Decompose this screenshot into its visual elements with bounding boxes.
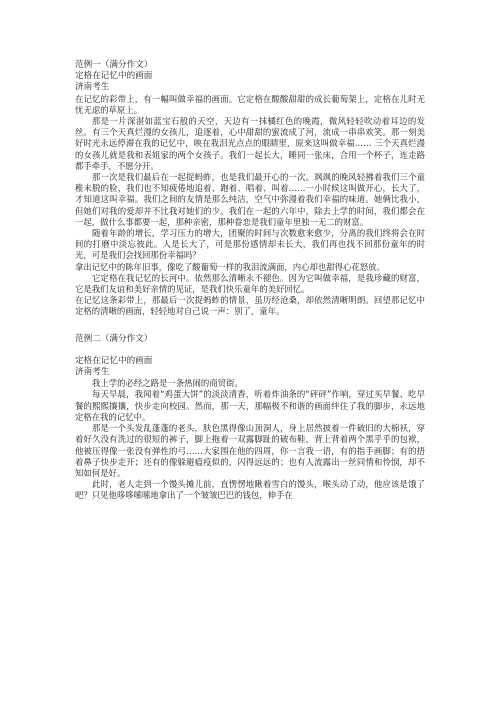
essay-1-paragraph: 那一次是我们最后在一起捉蚂蚱，也是我们最开心的一次。飒飒的晚风轻拂着我们三个童稚未脱的脸，我们也不知疲倦地追着、跑着、唱着、叫着……一小时候这叫做开心，长大了，才知道这叫幸福。我们之间的友情是那么纯洁，空气中弥漫着我们幸福的味道。她俩比我小，但她们对我的爱却并不比我对她们的少。我们在一起的六年中，除去上学的时间，我们都会在一起，做什么事都要一起，那种亲密，那种眷恋是我们童年里独一无二的财富。	[75, 172, 425, 227]
essay-1-title: 定格在记忆中的画面	[75, 71, 153, 82]
essay-2-paragraph: 每天早晨，我闻着“鸡蛋大饼”的淡淡清香，听着炸油条的“砰砰”作响，穿过买早餐、吃早餐的熙熙攘攘，快步走向校园。然而，那一天，那幅极不和谐的画面绊住了我的脚步，永远地定格在我的记忆中。	[75, 389, 425, 422]
section-spacer	[75, 318, 425, 334]
essay-body	[75, 60, 425, 502]
essay-1-author: 济南考生	[75, 82, 110, 93]
essay-1-paragraph: 那是一片深湛如蓝宝石般的天空，天边有一抹橘红色的晚霞，微风轻轻吹动着耳边的发丝。有三个天真烂漫的女孩儿，追逐着，心中甜甜的蜜流成了河，流成一串串欢笑。那一刻美好时光永远停滞在我的记忆中，映在我泪光点点的眼睛里，原来这叫做幸福…… 三个天真烂漫的女孩儿就是我和表姐家的两个女孩子。我们一起长大，睡同一张床，合用一个杯子，连走路都手牵手，不愿分开。	[75, 116, 425, 171]
essay-2-author: 济南考生	[75, 367, 110, 378]
essay-2-paragraph: 那是一个头发乱蓬蓬的老头，肤色黑得像山顶洞人，身上居然披着一件破旧的大棉袄，穿着好久没有洗过的很短的裤子，脚上拖着一双露脚趾的破布鞋，背上背着两个黑乎乎的包袱，他被压得像一张没有弹性的弓……大家围在他的四周，你一言我一语，有的指手画脚；有的捂着鼻子快步走开；还有的像躲避瘟疫似的，闪得远远的；也有人流露出一丝同情和怜悯，却不知如何是好。	[75, 423, 425, 478]
essay-1-paragraph: 拿出记忆中的陈年旧事，像吃了酸葡萄一样的我泪流满面，内心却也甜得心花怒放。	[75, 261, 385, 272]
essay-2-title: 定格在记忆中的画面	[75, 355, 153, 366]
essay-1-paragraph: 在记忆的彩带上，有一幅叫做幸福的画面。它定格在酸酸甜甜的成长葡萄架上，定格在儿时无忧无虑的草原上。	[75, 93, 425, 115]
essay-2-label: 范例二（满分作文）	[75, 333, 153, 344]
essay-1-paragraph: 随着年龄的增长，学习压力的增大，团聚的时间与次数愈来愈少，分离的我们终将会在时间的打磨中淡忘彼此。人是长大了，可是那份感情却未长大，我们再也找不回那份童年的时光，可是我们会找回那份幸福吗？	[75, 228, 425, 261]
section-spacer	[75, 345, 425, 356]
essay-2-paragraph: 我上学的必经之路是一条热闹的商贸街。	[92, 378, 243, 389]
essay-2-paragraph: 此时，老人走到一个馒头摊儿前，直愣愣地瞅着雪白的馒头，喉头动了动，他应该是饿了吧？只见他哆哆嗦嗦地拿出了一个皱皱巴巴的钱包，伸手在	[75, 479, 425, 501]
essay-1-label: 范例一（满分作文）	[75, 60, 153, 70]
essay-1-paragraph: 在记忆这条彩带上，那最后一次捉蚂蚱的情景，虽历经沧桑，却依然清晰明朗。回望那记忆中定格的清晰的画面，轻轻地对自己说一声：别了，童年。	[75, 295, 425, 317]
essay-1-paragraph: 它定格在我记忆的长河中。依然那么清晰永不褪色。因为它叫做幸福，是我珍藏的财富，它是我们友谊和美好亲情的见证，是我们快乐童年的美好回忆。	[75, 272, 425, 295]
